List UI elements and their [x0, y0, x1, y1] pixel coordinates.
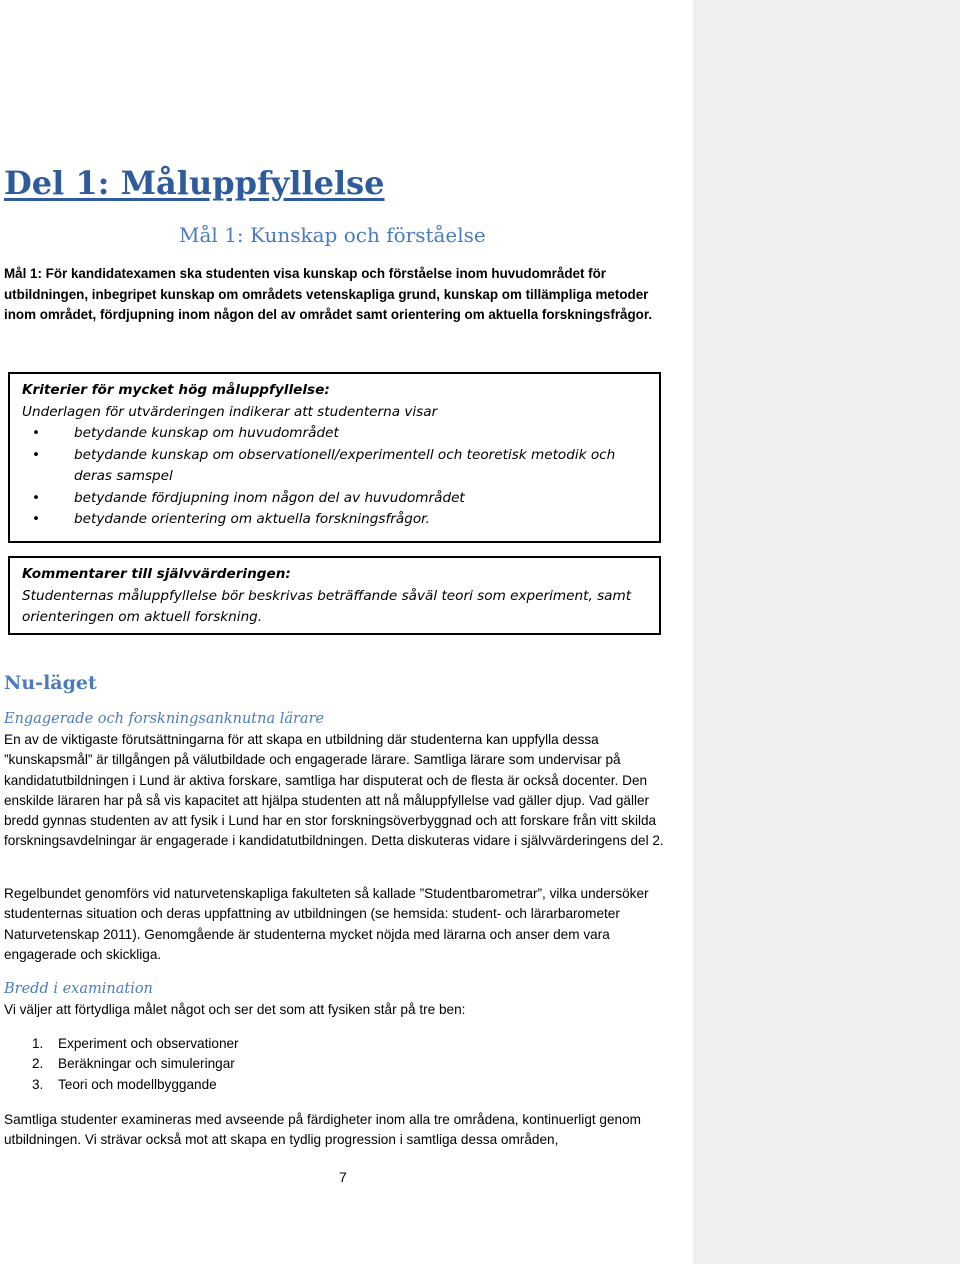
examination-subheading: Bredd i examination — [4, 981, 153, 997]
criteria-item: • betydande kunskap om observationell/experimentell och teoretisk metodik och deras samspel — [32, 446, 616, 484]
criteria-list — [22, 423, 647, 531]
list-item: 3. Teori och modellbyggande — [32, 1076, 217, 1092]
current-state-heading: Nu-läget — [4, 672, 97, 694]
comment-text: Studenternas måluppfyllelse bör beskrivas beträffande såväl teori som experiment, samt orienteringen om aktuell forskning. — [22, 587, 632, 625]
bullet-icon: • — [32, 425, 41, 441]
bullet-icon: • — [32, 511, 41, 527]
document-page — [4, 0, 686, 1264]
three-pillars-list — [4, 1034, 239, 1095]
criteria-box — [8, 372, 661, 543]
teachers-subheading: Engagerade och forskningsanknutna lärare — [4, 711, 325, 727]
list-item: 1. Experiment och observationer — [32, 1036, 239, 1051]
page-number: 7 — [339, 1169, 347, 1185]
page-title: Del 1: Måluppfyllelse — [4, 164, 385, 202]
list-item: 2. Beräkningar och simuleringar — [32, 1056, 235, 1072]
comment-margin-area — [693, 0, 960, 1264]
examination-paragraph: Vi väljer att förtydliga målet något och ser det som att fysiken står på tre ben: — [4, 1002, 466, 1017]
criteria-item: • betydande fördjupning inom någon del av huvudområdet — [22, 488, 647, 510]
barometer-paragraph: Regelbundet genomförs vid naturvetenskapliga fakulteten så kallade ”Studentbarometrar”, vilka undersöker studenternas situation och deras uppfattning av utbildningen (se hemsida: student- och lärarbarometer Naturvetenskap 2011). Genomgående är studenterna mycket nöjda med lärarna och anser dem vara engagerade och skickliga. — [4, 886, 649, 962]
examination-closing-paragraph: Samtliga studenter examineras med avseende på färdigheter inom alla tre områdena, kontinuerligt genom utbildningen. Vi strävar också mot att skapa en tydlig progression i samtliga dessa områden, — [4, 1112, 642, 1148]
comment-title: Kommentarer till självvärderingen: — [22, 566, 291, 582]
comment-box — [8, 556, 661, 635]
teachers-paragraph: En av de viktigaste förutsättningarna för att skapa en utbildning där studenterna kan uppfylla dessa ”kunskapsmål” är tillgången på välutbildade och engagerade lärare. Samtliga lärare som undervisar på kandidatutbildningen i Lund är aktiva forskare, samtliga har disputerat och de flesta är också docenter. Den enskilde läraren har på så vis kapacitet att hjälpa studenten att nå måluppfyllelse vad gäller djup. Vad gäller bredd gynnas studenten av att fysik i Lund har en stor forskningsöverbyggnad och att forskare från vitt skilda forskningsavdelningar är engagerade i kandidatutbildningen. Detta diskuteras vidare i självvärderingens del 2. — [4, 732, 664, 849]
bullet-icon: • — [32, 446, 41, 463]
section-subtitle: Mål 1: Kunskap och förståelse — [179, 223, 486, 247]
bullet-icon: • — [32, 489, 41, 506]
goal-description: Mål 1: För kandidatexamen ska studenten visa kunskap och förståelse inom huvudområdet för utbildningen, inbegripet kunskap om områdets vetenskapliga grund, kunskap om tillämpliga metoder inom området, fördjupning inom någon del av området samt orientering om aktuella forskningsfrågor. — [4, 266, 653, 322]
criteria-item: • betydande kunskap om huvudområdet — [22, 423, 647, 445]
criteria-intro: Underlagen för utvärderingen indikerar att studenterna visar — [22, 403, 438, 420]
criteria-item: • betydande orientering om aktuella forskningsfrågor. — [22, 509, 647, 531]
criteria-title: Kriterier för mycket hög måluppfyllelse: — [22, 382, 330, 398]
